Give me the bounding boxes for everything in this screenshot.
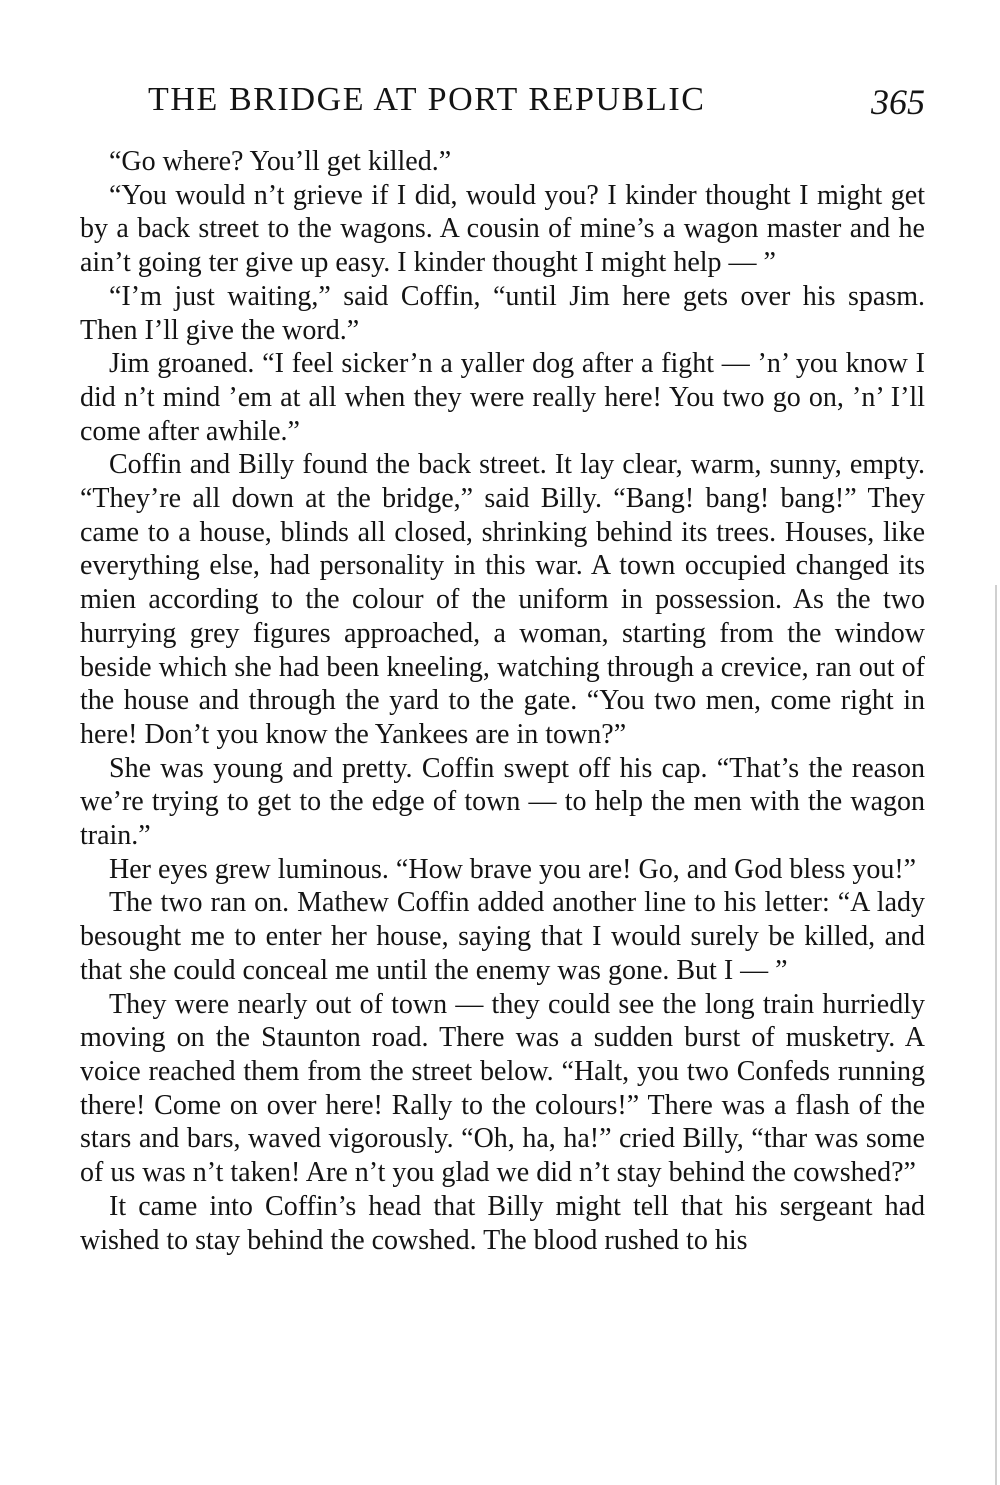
paragraph: They were nearly out of town — they could see the long train hurriedly moving on the Staunton road. There was a sudden burst of musketry. A voice reached them from the street below. “Halt, you two Confeds running there! Come on over here! Rally to the colours!” There was a flash of the stars and bars, waved vigorously. “Oh, ha, ha!” cried Billy, “thar was some of us was n’t taken! Are n’t you glad we did n’t stay behind the cowshed?” [80,988,925,1189]
paragraph: Coffin and Billy found the back street. It lay clear, warm, sunny, empty. “They’re all down at the bridge,” said Billy. “Bang! bang! bang!” They came to a house, blinds all closed, shrinking behind its trees. Houses, like everything else, had personality in this war. A town occupied changed its mien according to the colour of the uniform in possession. As the two hurrying grey figures approached, a woman, starting from the window beside which she had been kneeling, watching through a crevice, ran out of the house and through the yard to the gate. “You two men, come right in here! Don’t you know the Yankees are in town?” [80,449,925,750]
running-header [80,78,925,128]
paragraph: Jim groaned. “I feel sicker’n a yaller dog after a fight — ’n’ you know I did n’t mind ’em at all when they were really here! You two go on, ’n’ I’ll come after awhile.” [80,348,925,447]
paragraph: “I’m just waiting,” said Coffin, “until Jim here gets over his spasm. Then I’ll give the word.” [80,280,925,346]
page-number: 365 [871,82,925,122]
paragraph: She was young and pretty. Coffin swept off his cap. “That’s the reason we’re trying to get to the edge of town — to help the men with the wagon train.” [80,752,925,852]
paragraph: It came into Coffin’s head that Billy might tell that his sergeant had wished to stay behind the cowshed. The blood rushed to his [80,1190,925,1256]
paragraph: “You would n’t grieve if I did, would you? I kinder thought I might get by a back street to the wagons. A cousin of mine’s a wagon master and he ain’t going ter give up easy. I kinder thought I might help — ” [80,179,925,279]
paragraph: Her eyes grew luminous. “How brave you are! Go, and God bless you!” [109,853,917,885]
paragraph: The two ran on. Mathew Coffin added another line to his letter: “A lady besought me to enter her house, saying that I would surely be killed, and that she could conceal me until the enemy was gone. But I — ” [80,887,925,986]
page-edge-shadow [995,585,997,1485]
chapter-running-title: THE BRIDGE AT PORT REPUBLIC [148,81,706,118]
body-text [80,145,925,1435]
paragraph: “Go where? You’ll get killed.” [109,146,452,177]
